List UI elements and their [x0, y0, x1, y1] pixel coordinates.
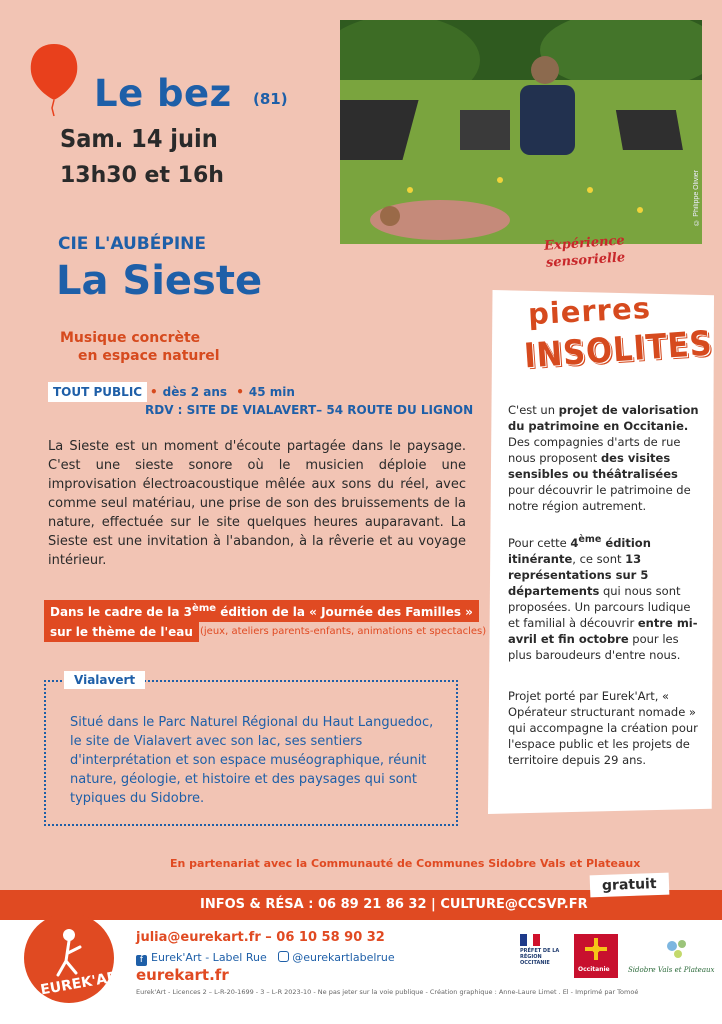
festival-sup: ème — [192, 603, 217, 614]
text: , ce sont — [572, 551, 626, 566]
text: qui nous sont proposées. Un parcours ludique et familial à découvrir — [508, 583, 691, 630]
event-time: 13h30 et 16h — [60, 163, 224, 188]
text: pour découvrir le patrimoine de notre région autrement. — [508, 483, 691, 513]
text-bold: édition itinérante — [508, 535, 651, 566]
occitanie-text: Occitanie — [578, 966, 610, 973]
panel-title-pierres: pierres — [527, 290, 652, 332]
department: (81) — [253, 90, 288, 108]
bullet-icon: • — [150, 385, 158, 399]
show-subtitle-2: en espace naturel — [78, 348, 220, 364]
text: pour les plus baroudeurs d'entre nous. — [508, 631, 681, 662]
text-bold: entre mi-avril et fin octobre — [508, 615, 698, 646]
festival-note: (jeux, ateliers parents-enfants, animations et spectacles) — [200, 626, 487, 637]
website-link[interactable]: eurekart.fr — [136, 966, 229, 984]
show-description: La Sieste est un moment d'écoute partagée dans le paysage. C'est une sieste sonore où le musicien déploie une improvisation électroacoustique mêlée aux sons du réel, avec comme seul matériau, une prise de son des bruissements de la nature, effectuée sur le site quelques heures auparavant. La Sieste est une invitation à l'abandon, à la rêverie et au voyage intérieur. — [48, 439, 466, 568]
vialavert-text: Situé dans le Parc Naturel Régional du Haut Languedoc, le site de Vialavert avec son lac, ses sentiers d'interprétation et son espace muséographique, réunit nature, géologie, et histoire et des paysages qui sont typiques du Sidobre. — [70, 715, 434, 806]
place-title: Le bez — [94, 72, 232, 115]
duration-info: 45 min — [248, 385, 295, 399]
text: Pour cette — [508, 535, 571, 550]
instagram-icon — [278, 951, 289, 962]
eurekart-logo-text: EUREK'ART — [39, 967, 128, 999]
text-sup: ème — [578, 534, 602, 545]
marianne-icon — [520, 934, 540, 946]
occitan-cross-icon — [574, 934, 618, 964]
meeting-point: RDV : SITE DE VIALAVERT– 54 ROUTE DU LIGNON — [145, 403, 474, 417]
show-subtitle-1: Musique concrète — [60, 330, 201, 346]
photo-credit: © Philippe Olivier — [693, 170, 700, 226]
festival-text-post: édition de la « Journée des Familles » — [216, 605, 473, 619]
audience-tag: TOUT PUBLIC — [48, 382, 147, 402]
show-meta — [145, 385, 295, 399]
experience-label: Expérience sensorielle — [543, 233, 626, 271]
text: Des compagnies d'arts de rue nous proposent — [508, 435, 681, 465]
instagram-link[interactable]: @eurekartlabelrue — [292, 951, 395, 964]
text: C'est un — [508, 403, 559, 417]
partnership-line: En partenariat avec la Communauté de Communes Sidobre Vals et Plateaux — [170, 857, 641, 870]
event-photo — [340, 20, 702, 244]
text-bold: des visites sensibles ou théâtralisées — [508, 451, 678, 481]
sidobre-icon — [624, 934, 698, 964]
show-title: La Sieste — [56, 258, 263, 304]
panel-paragraph-2 — [508, 532, 704, 663]
contact-email-phone[interactable]: julia@eurekart.fr – 06 10 58 90 32 — [136, 930, 385, 945]
bullet-icon: • — [236, 385, 244, 399]
panel-paragraph-3: Projet porté par Eurek'Art, « Opérateur structurant nomade » qui accompagne la création pour l'espace public et les projets de territoire depuis 29 ans. — [508, 689, 698, 767]
prefet-text: PRÉFET DE LA RÉGION OCCITANIE — [520, 948, 560, 966]
social-links — [136, 951, 395, 966]
photo-illustration — [340, 20, 702, 244]
festival-band-2: sur le thème de l'eau — [44, 622, 199, 642]
facebook-link[interactable]: Eurek'Art - Label Rue — [151, 951, 267, 964]
panel-title-insolites: INSOLITES — [522, 323, 714, 377]
vialavert-tag: Vialavert — [64, 671, 145, 689]
text-bold: 13 représentations sur 5 départements — [508, 551, 649, 598]
facebook-icon: f — [136, 955, 147, 966]
prefet-logo — [520, 934, 570, 980]
info-contact: INFOS & RÉSA : 06 89 21 86 32 | CULTURE@CCSVP.FR — [200, 897, 588, 912]
age-info: dès 2 ans — [162, 385, 228, 399]
event-date: Sam. 14 juin — [60, 124, 218, 153]
free-badge: gratuit — [590, 873, 669, 898]
panel-paragraph-1 — [508, 402, 704, 514]
balloon-icon — [26, 42, 82, 118]
text-bold: 4 — [570, 535, 579, 550]
text-bold: projet de valorisation du patrimoine en Occitanie. — [508, 403, 699, 433]
festival-text: Dans le cadre de la 3 — [50, 605, 193, 619]
company-name: CIE L'AUBÉPINE — [58, 234, 207, 254]
legal-notice: Eurek'Art - Licences 2 – L-R-20-1699 - 3 – L-R 2023-10 - Ne pas jeter sur la voie publique - Création graphique : Anne-Laure Limet . El - Imprimé par Tomoé — [136, 988, 639, 996]
sidobre-text: Sidobre Vals et Plateaux — [628, 966, 715, 974]
festival-band-1 — [44, 600, 479, 622]
